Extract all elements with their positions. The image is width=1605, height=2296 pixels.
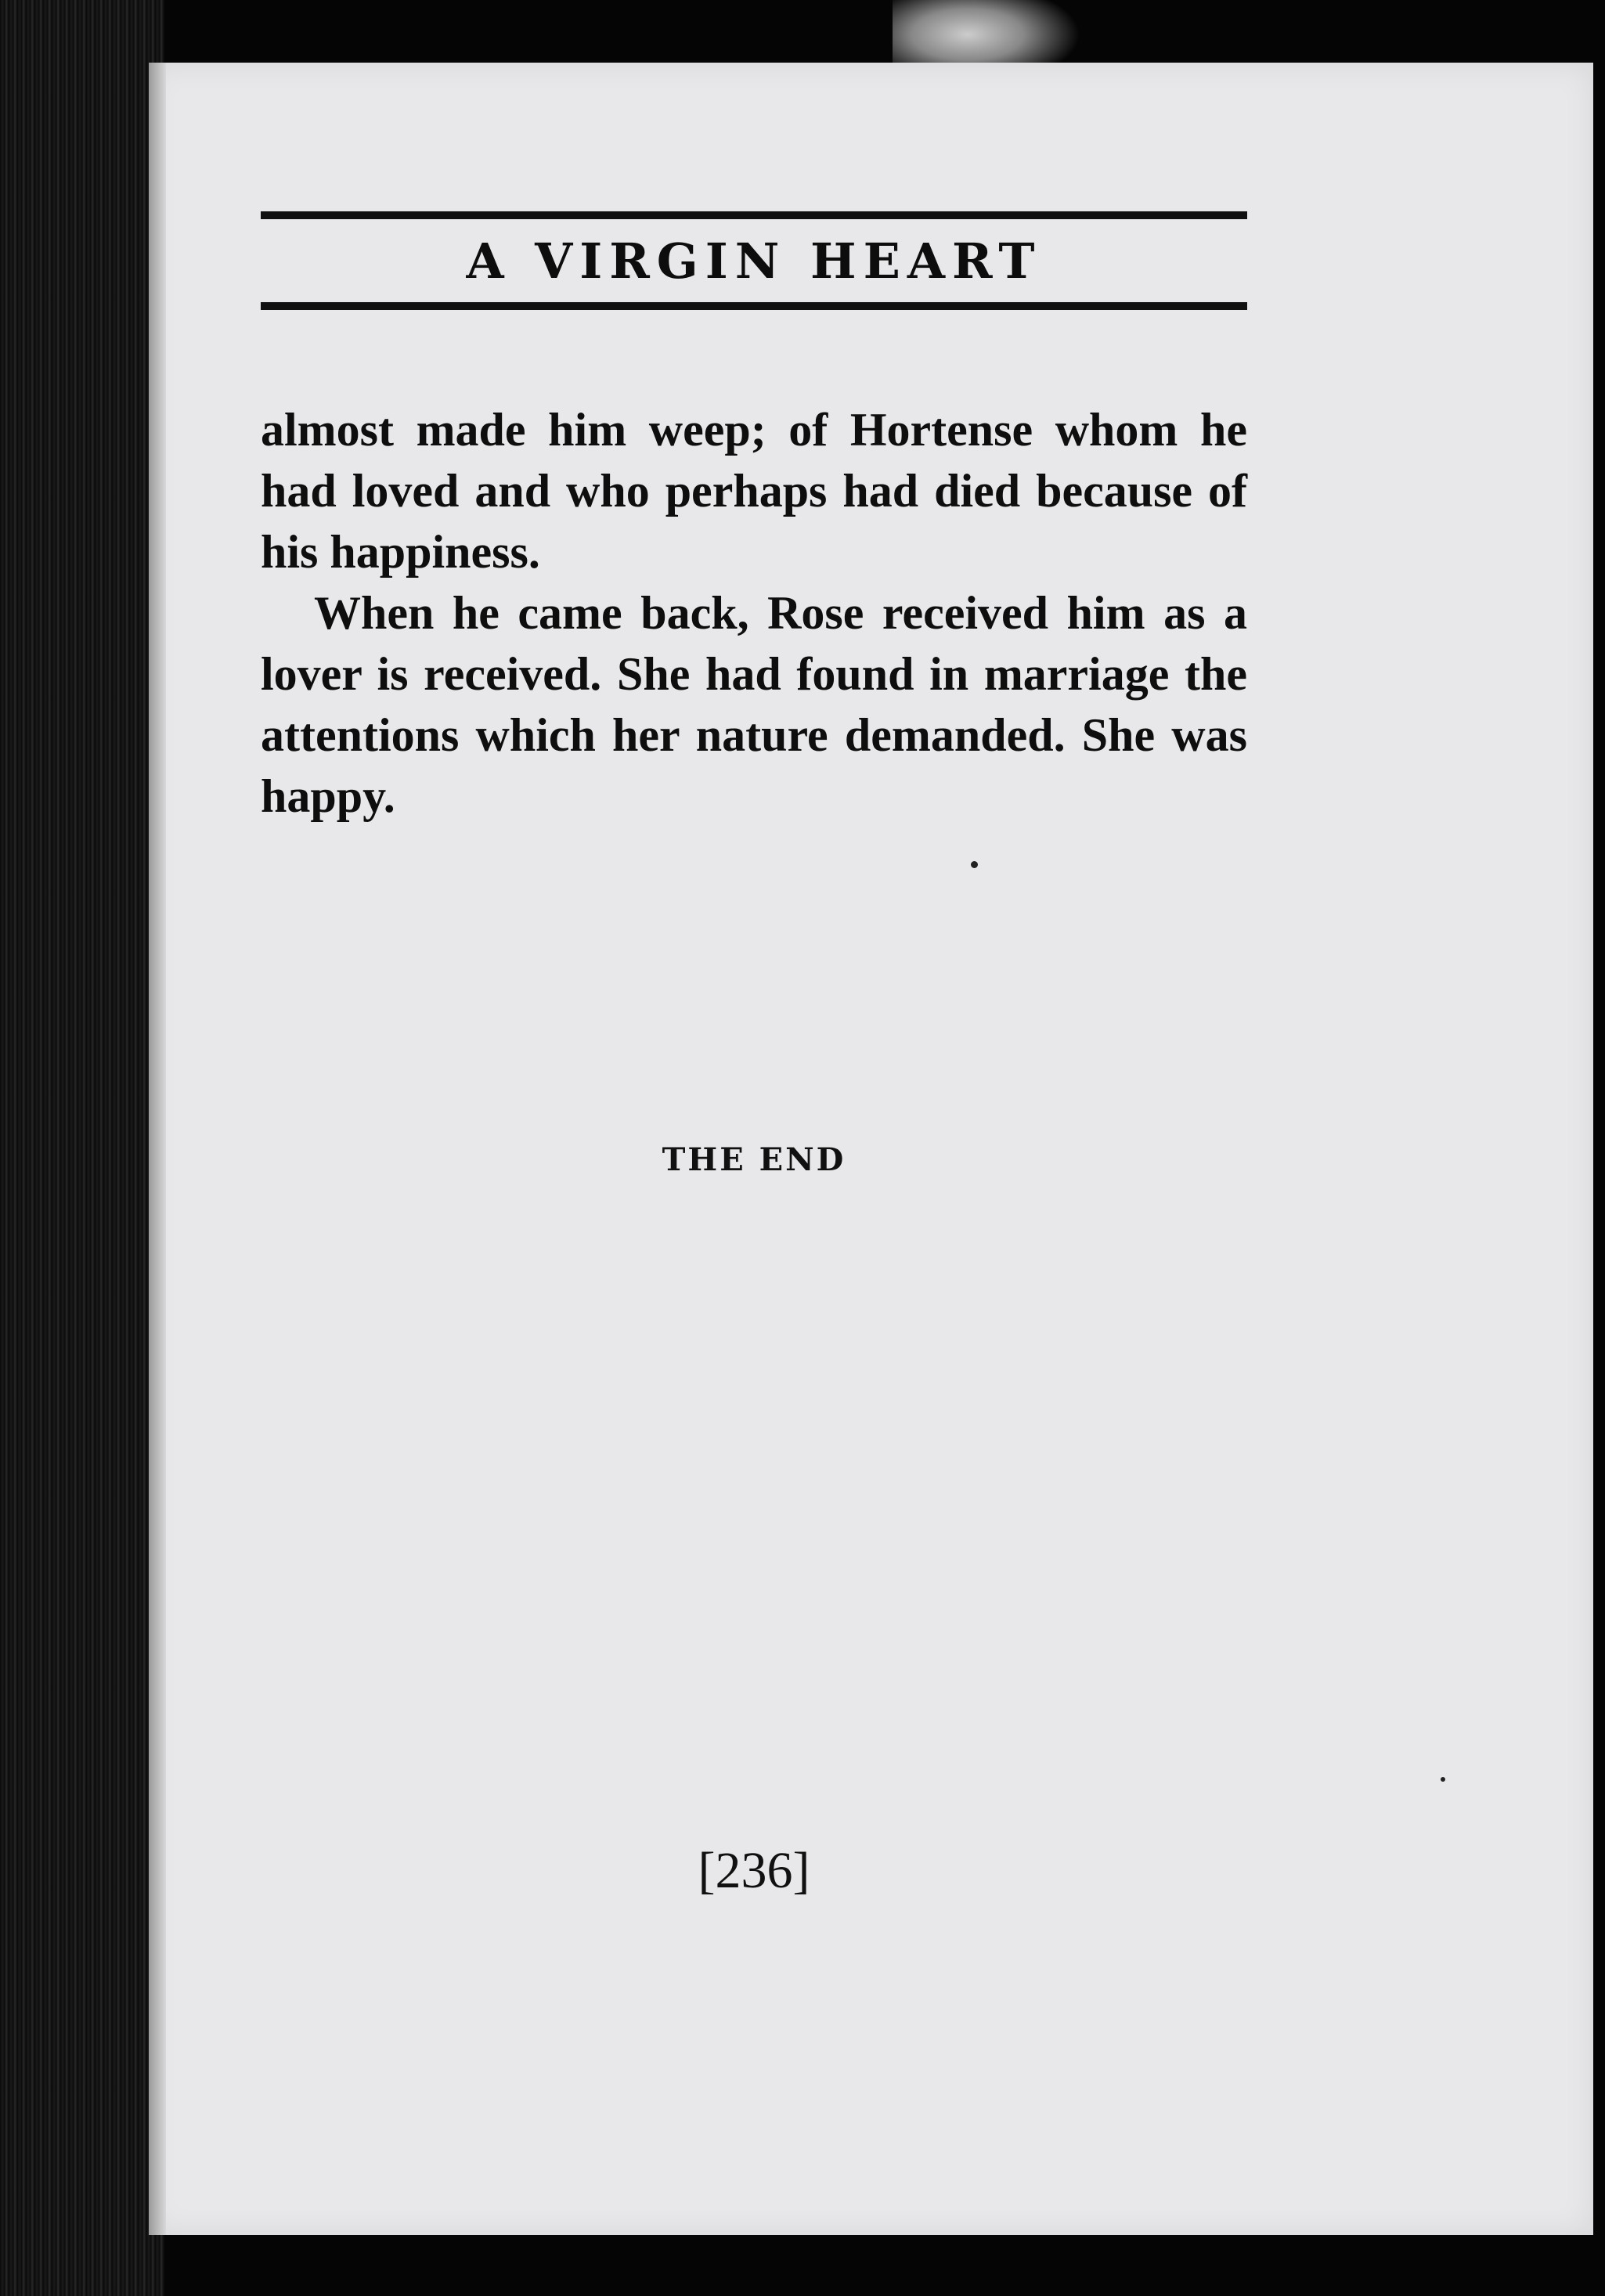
page-gutter xyxy=(149,63,166,2235)
running-head: A VIRGIN HEART xyxy=(466,232,1042,290)
ink-speck xyxy=(971,861,978,868)
closing-line: THE END xyxy=(662,1141,846,1178)
book-edge xyxy=(0,0,164,2296)
page-number: [236] xyxy=(698,1842,810,1899)
paragraph: almost made him weep; of Hortense whom he had loved and who perhaps had died because of his happiness. xyxy=(261,404,1247,578)
header-rule-bottom xyxy=(261,302,1247,310)
page-header xyxy=(261,211,1247,310)
paragraph: When he came back, Rose received him as a lover is received. She had found in marriage the attentions which her nature demanded. She was happy. xyxy=(261,587,1247,822)
ink-speck xyxy=(1441,1777,1445,1782)
body-text xyxy=(261,399,1247,827)
header-rule-top xyxy=(261,211,1247,219)
